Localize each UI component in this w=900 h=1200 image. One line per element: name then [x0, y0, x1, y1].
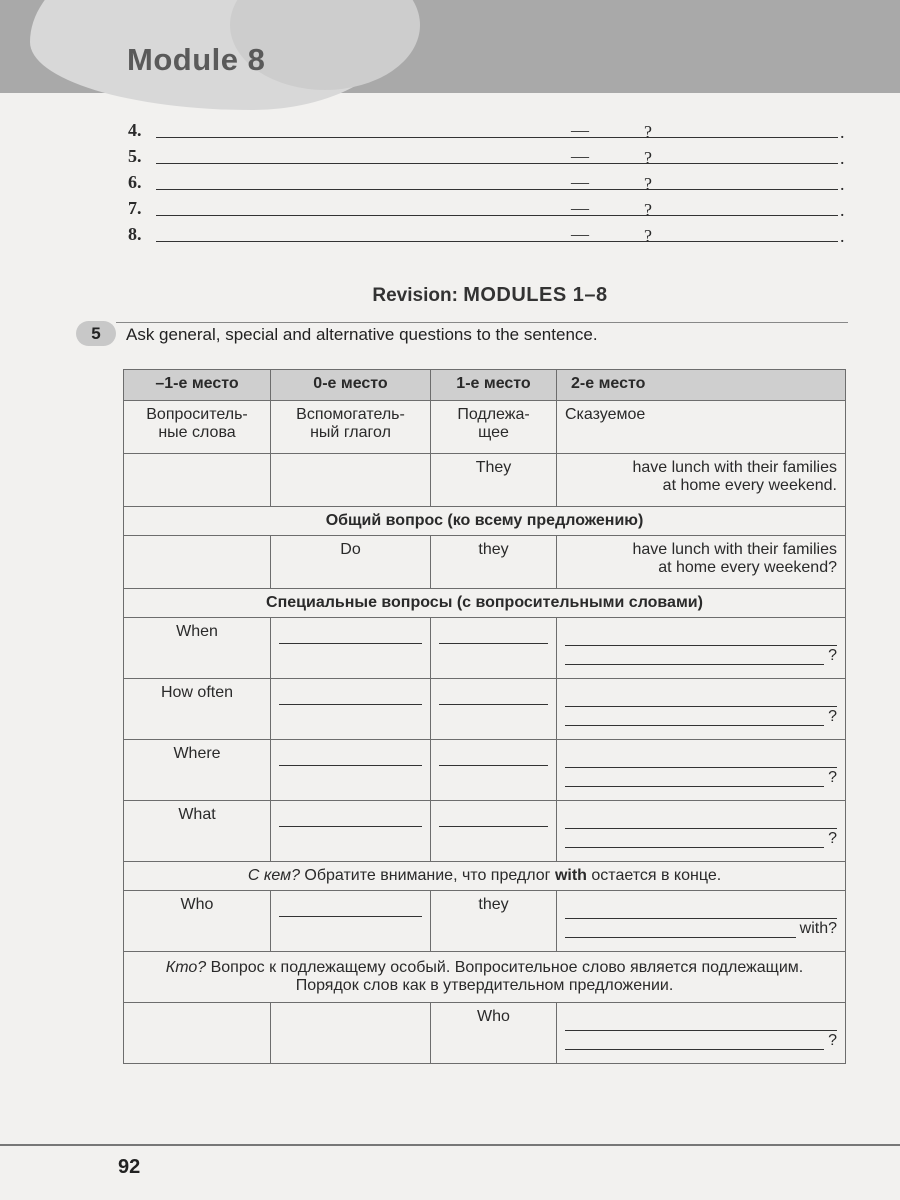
table-cell: have lunch with their families at home every weekend?: [557, 536, 846, 589]
answer-blank[interactable]: [604, 163, 838, 164]
question-blank[interactable]: [156, 215, 642, 216]
table-cell[interactable]: [557, 618, 846, 679]
module-title: Module 8: [127, 42, 266, 77]
answer-blank[interactable]: [604, 137, 838, 138]
answer-blank[interactable]: [604, 241, 838, 242]
period: .: [840, 148, 845, 168]
table-cell: Do: [271, 536, 431, 589]
question-mark: ?: [828, 769, 837, 786]
dash: —: [571, 120, 589, 140]
answer-blank[interactable]: [604, 189, 838, 190]
predicate-blank[interactable]: [565, 707, 824, 726]
period: .: [840, 200, 845, 220]
question-mark: ?: [828, 708, 837, 725]
header-cell: 2-е место: [557, 370, 846, 401]
aux-blank[interactable]: [279, 704, 422, 705]
question-mark: ?: [644, 200, 652, 220]
table-cell[interactable]: [557, 801, 846, 862]
predicate-blank[interactable]: [565, 806, 837, 829]
revision-label: Revision:: [372, 285, 458, 306]
line-number: 4.: [128, 120, 142, 140]
table-cell[interactable]: [431, 618, 557, 679]
note-text: остается в конце.: [591, 867, 722, 884]
table-cell[interactable]: [124, 1003, 271, 1064]
table-cell[interactable]: [271, 1003, 431, 1064]
note-keyword: with: [554, 867, 587, 884]
predicate-blank[interactable]: [565, 684, 837, 707]
header-band: [0, 0, 900, 93]
table-row: [124, 679, 846, 740]
section-title: Общий вопрос (ко всему предложению): [124, 507, 846, 536]
period: .: [840, 174, 845, 194]
question-mark: ?: [828, 830, 837, 847]
note-question: С кем?: [247, 867, 300, 884]
line-number: 8.: [128, 224, 142, 244]
answer-line[interactable]: [128, 224, 848, 246]
question-word: Where: [124, 740, 271, 801]
table-cell[interactable]: [557, 891, 846, 952]
table-header-row: [124, 370, 846, 401]
table-cell: they: [431, 536, 557, 589]
table-cell: Who: [431, 1003, 557, 1064]
line-number: 6.: [128, 172, 142, 192]
predicate-blank[interactable]: [565, 919, 796, 938]
subject-blank[interactable]: [439, 826, 548, 827]
table-cell[interactable]: [431, 679, 557, 740]
dash: —: [571, 146, 589, 166]
line-number: 5.: [128, 146, 142, 166]
header-cell: 0-е место: [271, 370, 431, 401]
table-row: [124, 507, 846, 536]
aux-blank[interactable]: [279, 643, 422, 644]
table-cell[interactable]: [271, 801, 431, 862]
page-number: 92: [118, 1156, 141, 1178]
note-text: Вопрос к подлежащему особый. Вопросительное слово является подлежащим. Порядок слов как в утвердительном предложении.: [210, 959, 804, 994]
question-mark: ?: [828, 647, 837, 664]
question-word: What: [124, 801, 271, 862]
table-cell: [271, 454, 431, 507]
subheader-cell: Вспомогатель- ный глагол: [271, 401, 431, 454]
header-cell: –1-е место: [124, 370, 271, 401]
question-word: How often: [124, 679, 271, 740]
answer-line[interactable]: [128, 198, 848, 220]
task-divider: [116, 322, 848, 323]
question-mark: ?: [644, 148, 652, 168]
table-cell[interactable]: [557, 1003, 846, 1064]
subject-blank[interactable]: [439, 765, 548, 766]
note-text: Обратите внимание, что предлог: [304, 867, 551, 884]
section-title: Специальные вопросы (с вопросительными словами): [124, 589, 846, 618]
aux-blank[interactable]: [279, 916, 422, 917]
predicate-blank[interactable]: [565, 1008, 837, 1031]
table-cell[interactable]: [271, 679, 431, 740]
table-cell[interactable]: [271, 618, 431, 679]
note-cell: [124, 862, 846, 891]
dash: —: [571, 172, 589, 192]
question-mark: ?: [644, 226, 652, 246]
table-row: [124, 454, 846, 507]
answer-line[interactable]: [128, 146, 848, 168]
question-word: Who: [124, 891, 271, 952]
predicate-blank[interactable]: [565, 623, 837, 646]
answer-blank[interactable]: [604, 215, 838, 216]
question-table: [123, 369, 846, 1064]
table-row: [124, 401, 846, 454]
predicate-blank[interactable]: [565, 829, 824, 848]
period: .: [840, 226, 845, 246]
table-cell: have lunch with their families at home every weekend.: [557, 454, 846, 507]
question-blank[interactable]: [156, 137, 642, 138]
note-question: Кто?: [165, 959, 207, 976]
table-row: [124, 618, 846, 679]
table-cell[interactable]: [271, 740, 431, 801]
table-cell[interactable]: [557, 679, 846, 740]
header-cell: 1-е место: [431, 370, 557, 401]
question-blank[interactable]: [156, 241, 642, 242]
question-blank[interactable]: [156, 163, 642, 164]
predicate-blank[interactable]: [565, 745, 837, 768]
predicate-blank[interactable]: [565, 768, 824, 787]
note-cell: [124, 952, 846, 1003]
table-row: [124, 1003, 846, 1064]
task-number-badge: 5: [76, 321, 116, 346]
dash: —: [571, 224, 589, 244]
table-cell[interactable]: [557, 740, 846, 801]
question-mark: ?: [828, 1032, 837, 1049]
answer-line[interactable]: [128, 172, 848, 194]
answer-line[interactable]: [128, 120, 848, 142]
table-cell: [124, 536, 271, 589]
table-cell[interactable]: [431, 801, 557, 862]
predicate-blank[interactable]: [565, 896, 837, 919]
table-row: [124, 536, 846, 589]
table-row: [124, 801, 846, 862]
table-row: [124, 589, 846, 618]
subject-blank[interactable]: [439, 704, 548, 705]
ending-with: with?: [799, 920, 837, 937]
subheader-cell: Подлежа- щее: [431, 401, 557, 454]
task-instruction: Ask general, special and alternative questions to the sentence.: [126, 325, 598, 344]
footer-divider: [0, 1144, 900, 1146]
question-mark: ?: [644, 174, 652, 194]
question-blank[interactable]: [156, 189, 642, 190]
table-cell[interactable]: [271, 891, 431, 952]
question-mark: ?: [644, 122, 652, 142]
subheader-cell: Сказуемое: [557, 401, 846, 454]
line-number: 7.: [128, 198, 142, 218]
table-row: [124, 862, 846, 891]
aux-blank[interactable]: [279, 826, 422, 827]
table-cell[interactable]: [431, 740, 557, 801]
table-cell: they: [431, 891, 557, 952]
dash: —: [571, 198, 589, 218]
subheader-cell: Вопроситель- ные слова: [124, 401, 271, 454]
subject-blank[interactable]: [439, 643, 548, 644]
aux-blank[interactable]: [279, 765, 422, 766]
revision-modules: MODULES 1–8: [463, 284, 608, 306]
revision-heading: [0, 284, 900, 307]
table-cell: They: [431, 454, 557, 507]
period: .: [840, 122, 845, 142]
table-row: [124, 952, 846, 1003]
predicate-blank[interactable]: [565, 1031, 824, 1050]
table-row: [124, 740, 846, 801]
table-row: [124, 891, 846, 952]
table-cell: [124, 454, 271, 507]
question-word: When: [124, 618, 271, 679]
predicate-blank[interactable]: [565, 646, 824, 665]
